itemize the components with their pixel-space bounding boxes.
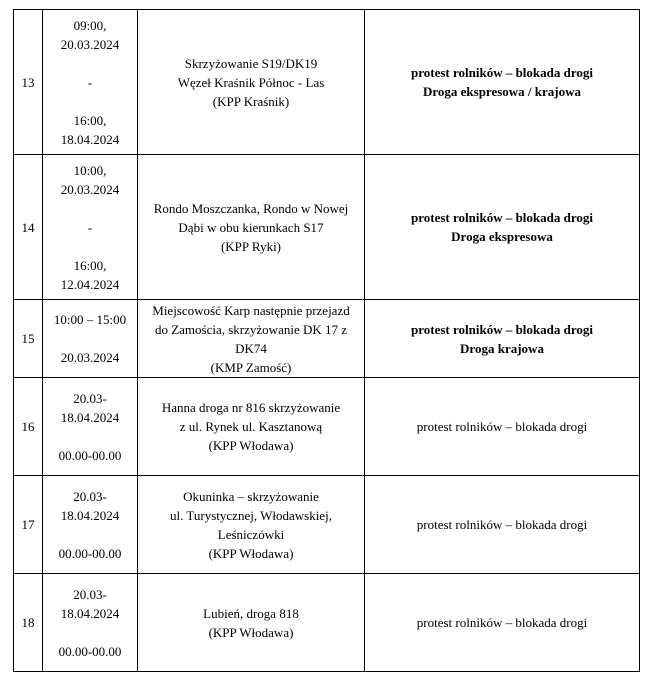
time-line: 09:00, (73, 17, 107, 33)
location-line: Leśniczówki (217, 526, 285, 542)
table-row (14, 155, 640, 300)
description-cell (365, 155, 640, 300)
table-row (14, 300, 640, 378)
row-number: 17 (14, 476, 43, 574)
time-cell (43, 378, 138, 476)
time-line: 00.00-00.00 (58, 447, 122, 463)
location-cell (138, 476, 365, 574)
location-line: (KMP Zamość) (210, 359, 292, 375)
table-row (14, 10, 640, 155)
location-line: z ul. Rynek ul. Kasztanową (179, 419, 323, 434)
time-line: 10:00, (73, 162, 107, 178)
location-line: do Zamościa, skrzyżowanie DK 17 z (154, 321, 348, 337)
description-line: protest rolników – blokada drogi (410, 210, 594, 225)
time-cell (43, 10, 138, 155)
events-table (13, 9, 640, 672)
location-line: (KPP Włodawa) (208, 438, 294, 453)
location-cell (138, 300, 365, 378)
time-cell (43, 574, 138, 672)
time-line: 18.04.2024 (60, 131, 120, 147)
location-line: Miejscowość Karp następnie przejazd (152, 302, 350, 318)
row-number: 14 (14, 155, 43, 300)
location-cell (138, 574, 365, 672)
row-number: 15 (14, 300, 43, 378)
table-row (14, 574, 640, 672)
time-line: 16:00, (73, 257, 107, 273)
location-line: ul. Turystycznej, Włodawskiej, (170, 507, 332, 523)
location-cell (138, 378, 365, 476)
time-line: 12.04.2024 (60, 276, 120, 292)
description-line: Droga ekspresowa / krajowa (422, 84, 582, 99)
location-cell (138, 10, 365, 155)
time-line: 20.03- (73, 390, 107, 406)
description-cell (365, 10, 640, 155)
time-line: 10:00 – 15:00 (53, 312, 127, 327)
time-line: 16:00, (73, 112, 107, 128)
time-line: 18.04.2024 (60, 605, 120, 621)
description-cell (365, 476, 640, 574)
location-line: Hanna droga nr 816 skrzyżowanie (161, 400, 341, 415)
time-line: 18.04.2024 (60, 409, 120, 425)
time-line: 20.03- (73, 488, 107, 504)
table-row (14, 476, 640, 574)
time-cell (43, 476, 138, 574)
location-line: Rondo Moszczanka, Rondo w Nowej (153, 200, 349, 216)
location-line: Węzeł Kraśnik Północ - Las (177, 74, 325, 90)
location-cell (138, 155, 365, 300)
description-line: Droga krajowa (460, 340, 544, 356)
time-line: 00.00-00.00 (58, 545, 122, 561)
location-line: (KPP Kraśnik) (212, 93, 290, 109)
time-line: 20.03.2024 (60, 36, 120, 52)
time-line: - (87, 74, 93, 90)
time-line: 20.03.2024 (60, 181, 120, 197)
description-line: protest rolników – blokada drogi (416, 615, 588, 630)
location-line: DK74 (235, 340, 267, 356)
time-line: 00.00-00.00 (58, 643, 122, 659)
location-line: Dąbi w obu kierunkach S17 (178, 219, 324, 235)
location-line: (KPP Włodawa) (208, 624, 294, 640)
row-number: 16 (14, 378, 43, 476)
description-cell (365, 300, 640, 378)
location-line: Skrzyżowanie S19/DK19 (184, 55, 318, 71)
description-line: protest rolników – blokada drogi (410, 65, 594, 80)
time-line: 20.03- (73, 586, 107, 602)
location-line: Okuninka – skrzyżowanie (183, 488, 319, 504)
description-line: protest rolników – blokada drogi (410, 321, 594, 337)
row-number: 13 (14, 10, 43, 155)
row-number: 18 (14, 574, 43, 672)
time-line: 18.04.2024 (60, 507, 120, 523)
time-cell (43, 155, 138, 300)
description-line: protest rolników – blokada drogi (416, 517, 588, 532)
time-line: - (87, 219, 93, 235)
location-line: Lubień, droga 818 (203, 605, 299, 621)
description-line: Droga ekspresowa (451, 229, 553, 244)
description-cell (365, 378, 640, 476)
description-cell (365, 574, 640, 672)
description-line: protest rolników – blokada drogi (416, 419, 588, 434)
location-line: (KPP Włodawa) (208, 545, 294, 561)
location-line: (KPP Ryki) (220, 238, 282, 254)
time-line: 20.03.2024 (60, 350, 120, 365)
time-cell (43, 300, 138, 378)
table-row (14, 378, 640, 476)
